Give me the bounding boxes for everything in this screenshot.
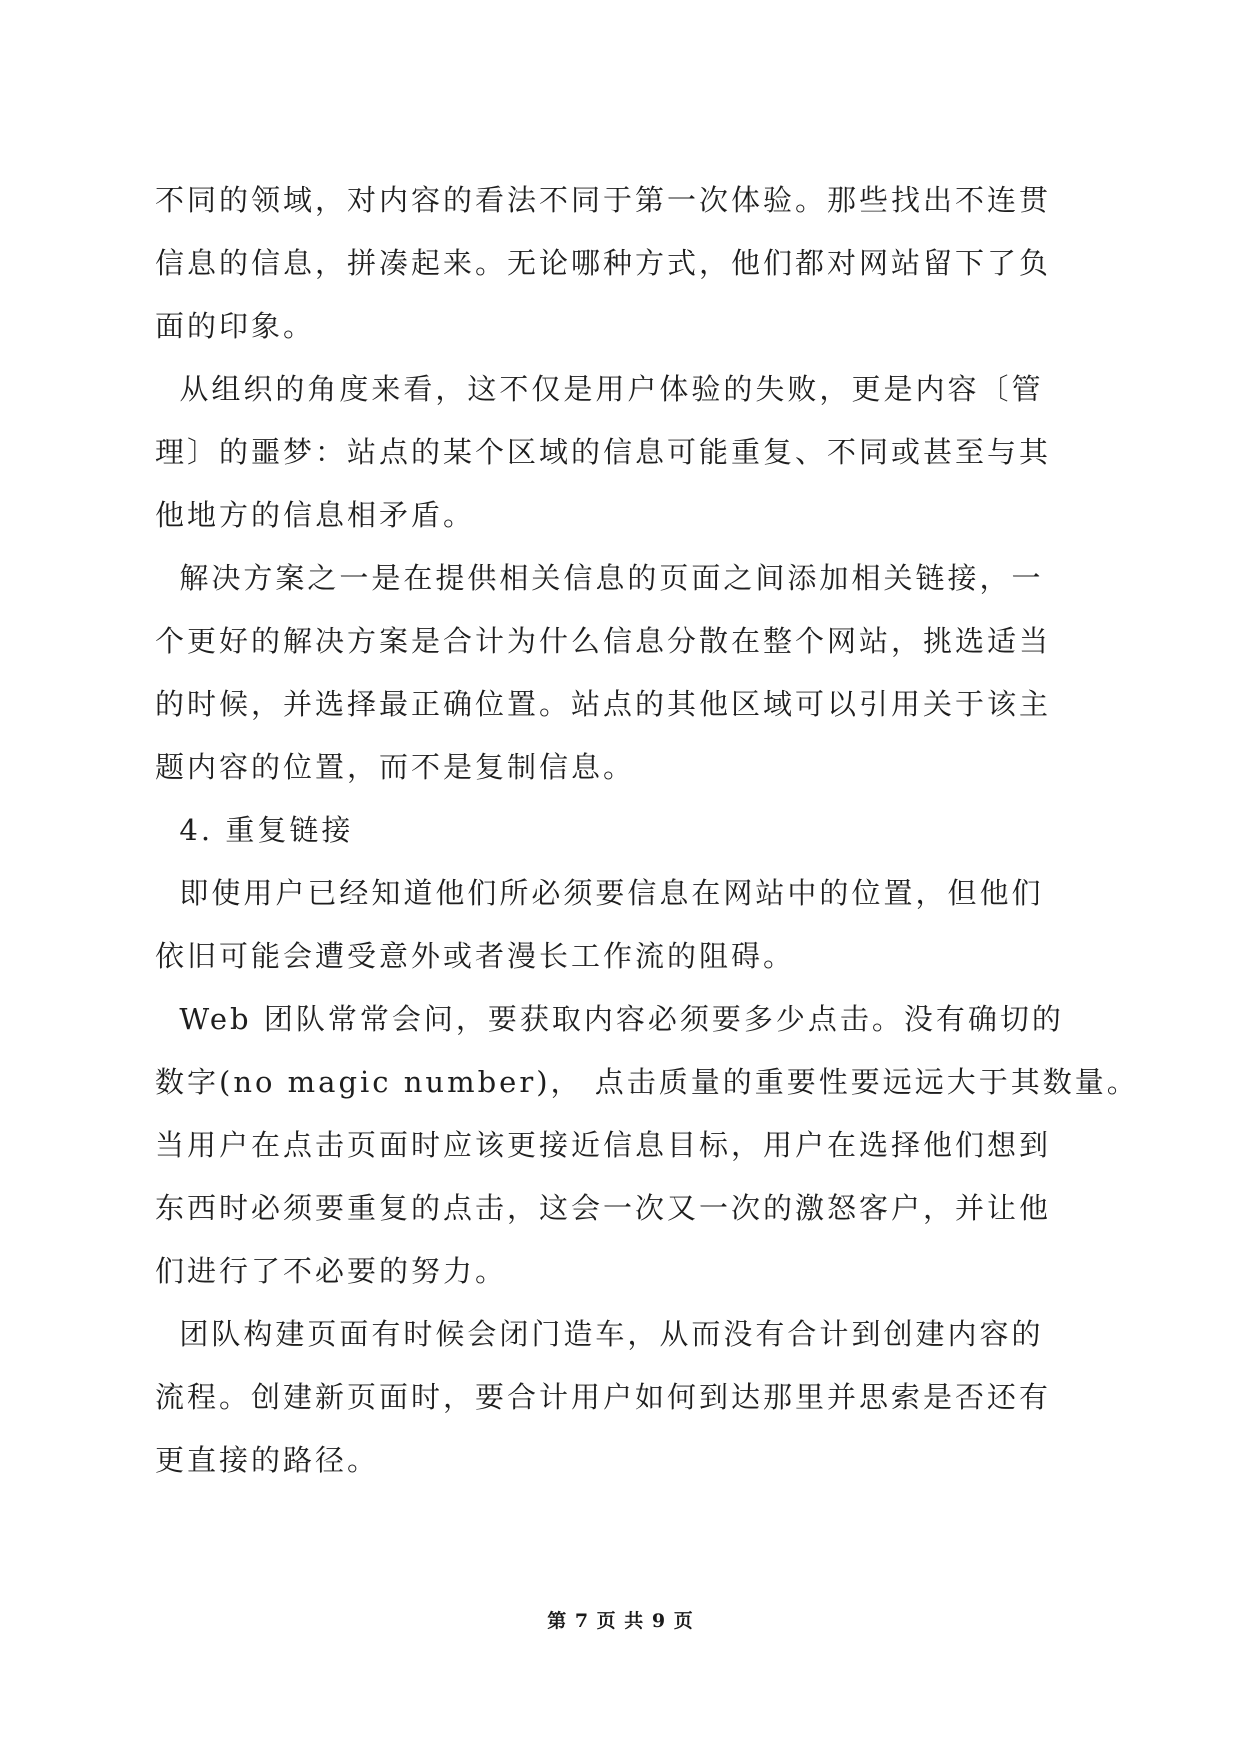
text-line: 们进行了不必要的努力。 <box>155 1254 508 1288</box>
text-line: 从组织的角度来看，这不仅是用户体验的失败，更是内容〔管 <box>155 372 1044 406</box>
text-line: 面的印象。 <box>155 309 316 343</box>
text-line: 信息的信息，拼凑起来。无论哪种方式，他们都对网站留下了负 <box>155 246 1052 280</box>
text-line: 东西时必须要重复的点击，这会一次又一次的激怒客户，并让他 <box>155 1191 1052 1225</box>
page-number-footer: 第 7 页 共 9 页 <box>547 1610 694 1632</box>
text-line: 个更好的解决方案是合计为什么信息分散在整个网站，挑选适当 <box>155 624 1052 658</box>
text-line: 理〕的噩梦：站点的某个区域的信息可能重复、不同或甚至与其 <box>155 435 1052 469</box>
text-line: 更直接的路径。 <box>155 1443 380 1477</box>
text-line: 题内容的位置，而不是复制信息。 <box>155 750 636 784</box>
text-line: 数字(no magic number)， 点击质量的重要性要远远大于其数量。 <box>155 1065 1139 1099</box>
text-line: 当用户在点击页面时应该更接近信息目标，用户在选择他们想到 <box>155 1128 1052 1162</box>
text-line: 流程。创建新页面时，要合计用户如何到达那里并思索是否还有 <box>155 1380 1052 1414</box>
text-line: 依旧可能会遭受意外或者漫长工作流的阻碍。 <box>155 939 796 973</box>
text-line: 即使用户已经知道他们所必须要信息在网站中的位置，但他们 <box>155 876 1044 910</box>
text-line: 解决方案之一是在提供相关信息的页面之间添加相关链接，一 <box>155 561 1044 595</box>
document-body <box>155 183 1139 1506</box>
text-line: 的时候，并选择最正确位置。站点的其他区域可以引用关于该主 <box>155 687 1052 721</box>
section-heading: 4. 重复链接 <box>155 813 354 847</box>
text-line: 团队构建页面有时候会闭门造车，从而没有合计到创建内容的 <box>155 1317 1044 1351</box>
text-line: 他地方的信息相矛盾。 <box>155 498 476 532</box>
text-line: 不同的领域，对内容的看法不同于第一次体验。那些找出不连贯 <box>155 183 1052 217</box>
text-line: Web 团队常常会问，要获取内容必须要多少点击。没有确切的 <box>155 1002 1064 1036</box>
